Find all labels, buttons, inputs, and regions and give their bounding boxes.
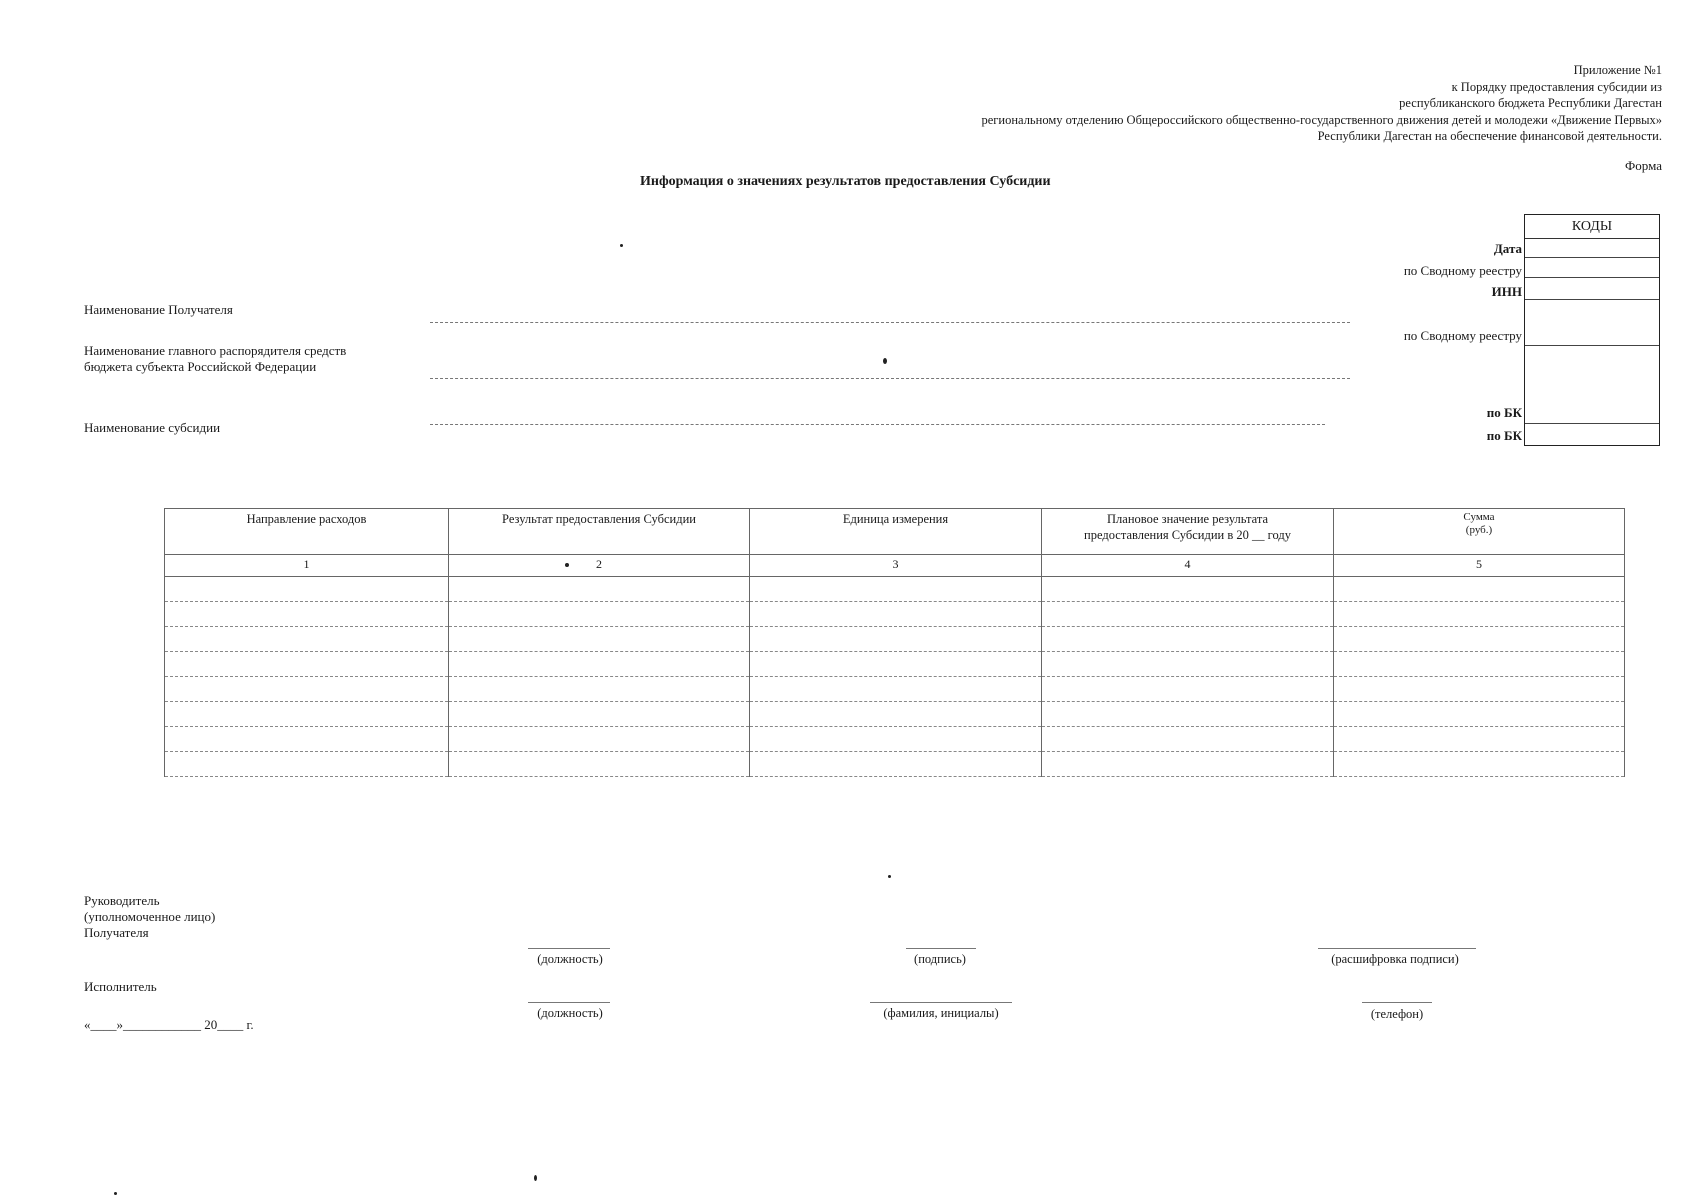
table-cell: [1334, 752, 1625, 777]
table-row: [165, 652, 1625, 677]
table-cell: [750, 627, 1042, 652]
date-line: «____»____________ 20____ г.: [84, 1017, 254, 1032]
table-cell: [165, 752, 449, 777]
codes-label-bk: по БК: [1486, 405, 1522, 420]
executor-phone-caption: (телефон): [1370, 1007, 1424, 1021]
table-cell: [449, 752, 750, 777]
appendix-line-4: региональному отделению Общероссийского общественно-государственного движения детей и молодежи «Движение Первых»: [981, 112, 1662, 127]
column-number: 4: [1042, 555, 1334, 577]
codes-divider: [1525, 299, 1659, 300]
head-label-line-3: Получателя: [84, 925, 149, 940]
table-cell: [1334, 602, 1625, 627]
manager-line: [430, 378, 1350, 379]
header-subsidy-result: Результат предоставления Субсидии: [449, 509, 750, 555]
head-decoding-line: [1318, 948, 1476, 949]
codes-divider: [1525, 277, 1659, 278]
table-cell: [750, 677, 1042, 702]
table-cell: [449, 727, 750, 752]
header-expense-direction: Направление расходов: [165, 509, 449, 555]
executor-position-caption: (должность): [537, 1006, 603, 1020]
table-cell: [165, 602, 449, 627]
head-position-caption: (должность): [537, 952, 603, 966]
table-cell: [1334, 652, 1625, 677]
table-cell: [1334, 677, 1625, 702]
table-cell: [449, 627, 750, 652]
table-cell: [449, 652, 750, 677]
codes-label-bk-2: по БК: [1486, 428, 1522, 443]
table-cell: [1334, 627, 1625, 652]
table-cell: [449, 577, 750, 602]
head-position-line: [528, 948, 610, 949]
codes-divider: [1525, 423, 1659, 424]
document-title: Информация о значениях результатов предоставления Субсидии: [640, 174, 1051, 189]
header-amount-line-1: Сумма: [1463, 511, 1495, 523]
table-row: [165, 702, 1625, 727]
table-cell: [165, 577, 449, 602]
codes-label-date: Дата: [1493, 241, 1522, 256]
executor-name-caption: (фамилия, инициалы): [883, 1006, 999, 1020]
table-row: [165, 577, 1625, 602]
head-label-line-1: Руководитель: [84, 893, 160, 908]
table-cell: [1334, 727, 1625, 752]
head-label-line-2: (уполномоченное лицо): [84, 909, 216, 924]
table-cell: [750, 652, 1042, 677]
codes-box: [1524, 214, 1660, 446]
appendix-line-2: к Порядку предоставления субсидии из: [1451, 79, 1662, 94]
table-cell: [165, 677, 449, 702]
appendix-line-1: Приложение №1: [1573, 63, 1662, 77]
table-cell: [1042, 677, 1334, 702]
table-cell: [1042, 602, 1334, 627]
manager-label: [84, 343, 346, 375]
scan-speck: [565, 563, 569, 567]
table-row: [165, 677, 1625, 702]
table-cell: [449, 702, 750, 727]
subsidy-line: [430, 424, 1325, 425]
header-planned-value-line-1: Плановое значение результата: [1107, 512, 1268, 526]
table-cell: [165, 652, 449, 677]
table-cell: [750, 602, 1042, 627]
manager-label-line-1: Наименование главного распорядителя средств: [84, 343, 347, 358]
form-label: Форма: [1625, 158, 1662, 173]
codes-label-inn: ИНН: [1491, 284, 1522, 299]
table-cell: [165, 727, 449, 752]
codes-heading: КОДЫ: [1525, 215, 1659, 239]
scan-speck: [534, 1175, 537, 1181]
executor-phone-line: [1362, 1002, 1432, 1003]
executor-label: Исполнитель: [84, 979, 157, 994]
table-cell: [1042, 727, 1334, 752]
subsidy-label: Наименование субсидии: [84, 420, 221, 435]
head-decoding-caption: (расшифровка подписи): [1331, 952, 1459, 966]
table-cell: [750, 727, 1042, 752]
header-planned-value: [1042, 509, 1334, 555]
codes-label-registry-2: по Сводному реестру: [1403, 328, 1522, 343]
scan-speck: [888, 875, 891, 878]
table-cell: [449, 602, 750, 627]
table-cell: [1042, 702, 1334, 727]
scan-speck: [883, 358, 887, 364]
codes-divider: [1525, 257, 1659, 258]
table-cell: [165, 702, 449, 727]
table-header-row: [165, 509, 1625, 555]
header-amount: [1334, 509, 1625, 555]
executor-position-line: [528, 1002, 610, 1003]
table-cell: [750, 702, 1042, 727]
appendix-line-5: Республики Дагестан на обеспечение финансовой деятельности.: [1317, 129, 1662, 143]
recipient-label: Наименование Получателя: [84, 302, 233, 317]
table-cell: [1334, 577, 1625, 602]
head-label: [84, 893, 215, 941]
table-cell: [1042, 752, 1334, 777]
codes-label-registry: по Сводному реестру: [1403, 263, 1522, 278]
recipient-line: [430, 322, 1350, 323]
table-cell: [1042, 577, 1334, 602]
head-signature-line: [906, 948, 976, 949]
scan-speck: [620, 244, 623, 247]
results-table: [164, 508, 1625, 777]
header-unit: Единица измерения: [750, 509, 1042, 555]
manager-label-line-2: бюджета субъекта Российской Федерации: [84, 359, 317, 374]
column-number: 5: [1334, 555, 1625, 577]
table-cell: [165, 627, 449, 652]
table-row: [165, 627, 1625, 652]
header-amount-line-2: (руб.): [1465, 524, 1493, 536]
table-cell: [1334, 702, 1625, 727]
executor-name-line: [870, 1002, 1012, 1003]
appendix-line-3: республиканского бюджета Республики Дагестан: [1399, 96, 1662, 110]
table-row: [165, 752, 1625, 777]
table-cell: [449, 677, 750, 702]
table-row: [165, 602, 1625, 627]
table-number-row: [165, 555, 1625, 577]
column-number: 2: [449, 555, 750, 577]
header-planned-value-line-2: предоставления Субсидии в 20 __ году: [1084, 528, 1291, 542]
scan-speck: [114, 1192, 117, 1195]
column-number: 3: [750, 555, 1042, 577]
head-signature-caption: (подпись): [914, 952, 966, 966]
table-row: [165, 727, 1625, 752]
table-cell: [750, 752, 1042, 777]
table-cell: [750, 577, 1042, 602]
table-cell: [1042, 627, 1334, 652]
column-number: 1: [165, 555, 449, 577]
codes-divider: [1525, 345, 1659, 346]
table-cell: [1042, 652, 1334, 677]
appendix-header: [981, 62, 1662, 145]
